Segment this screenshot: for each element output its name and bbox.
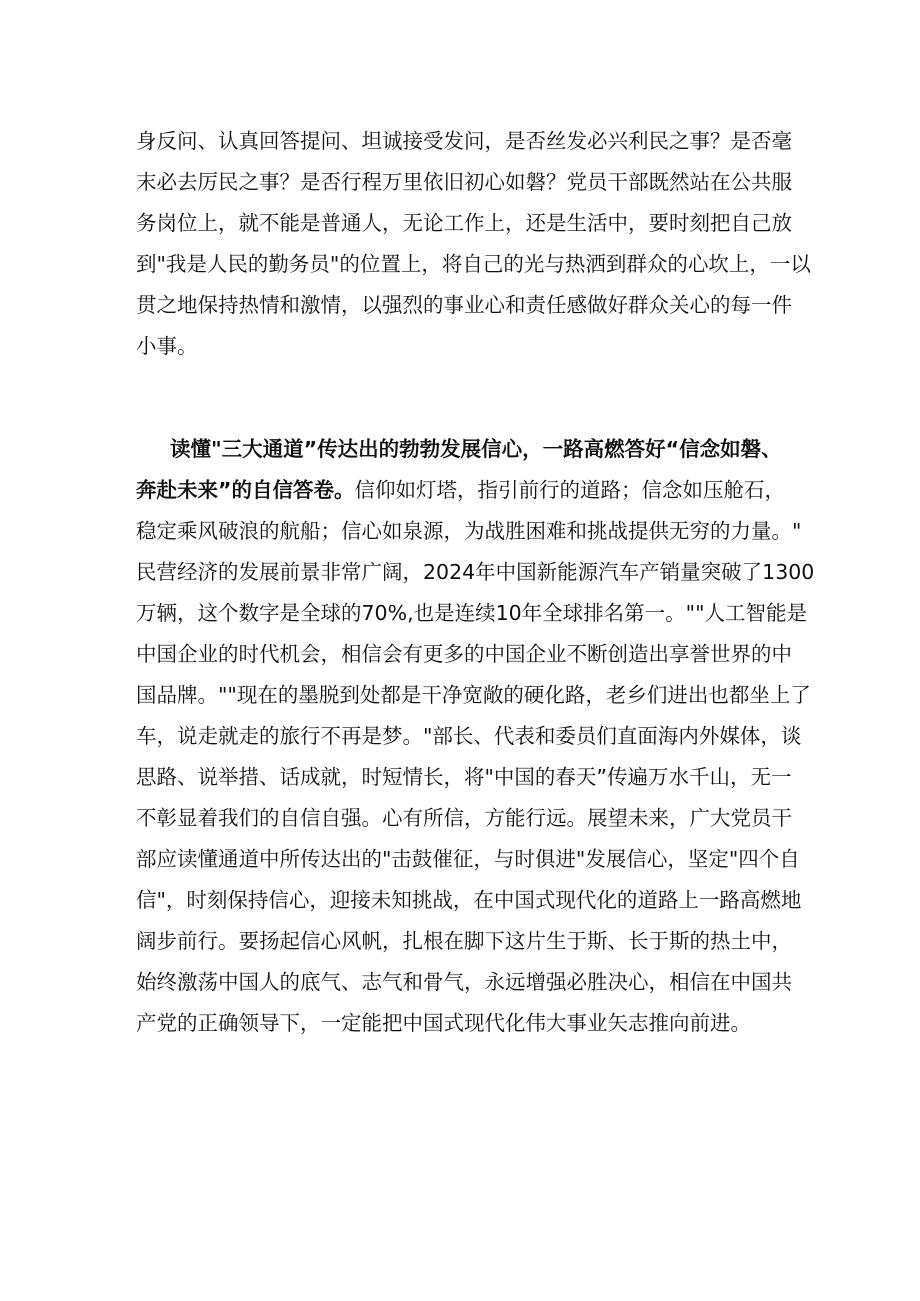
- text-line: 信"，时刻保持信心，迎接未知挑战，在中国式现代化的道路上一路高燃地: [136, 888, 802, 912]
- paragraph-1: [136, 121, 811, 367]
- text-line: 思路、说举措、话成就，时短情长，将"中国的春天”传遍万水千山，无一: [136, 765, 792, 789]
- text-line: 阔步前行。要扬起信心风帆，扎根在脚下这片生于斯、长于斯的热土中，: [136, 929, 792, 953]
- text-segment: 信仰如灯塔，指引前行的道路；信念如压舱石，: [354, 478, 785, 502]
- text-line: 始终激荡中国人的底气、志气和骨气，永远增强必胜决心，相信在中国共: [136, 970, 792, 994]
- text-line: 车，说走就走的旅行不再是梦。"部长、代表和委员们直面海内外媒体，谈: [136, 724, 802, 748]
- text-line: 小事。: [136, 334, 198, 358]
- paragraph-heading-end: 奔赴未来”的自信答卷。: [136, 478, 355, 502]
- text-line: 产党的正确领导下，一定能把中国式现代化伟大事业矢志推向前进。: [136, 1011, 751, 1035]
- text-line: 不彰显着我们的自信自强。心有所信，方能行远。展望未来，广大党员干: [136, 806, 792, 830]
- paragraph-2: [136, 429, 815, 1044]
- text-line: 万辆，这个数字是全球的70%,也是连续10年全球排名第一。""人工智能是: [136, 601, 808, 625]
- text-line: 身反问、认真回答提问、坦诚接受发问，是否丝发必兴利民之事？是否毫: [136, 129, 792, 153]
- text-line: 国品牌。""现在的墨脱到处都是干净宽敞的硬化路，老乡们进出也都坐上了: [136, 683, 811, 707]
- text-line: 部应读懂通道中所传达出的"击鼓催征，与时俱进"发展信心，坚定"四个自: [136, 847, 800, 871]
- text-line: 务岗位上，就不能是普通人，无论工作上，还是生活中，要时刻把自己放: [136, 211, 792, 235]
- paragraph-heading: 读懂"三大通道”传达出的勃勃发展信心，一路高燃答好“信念如磐、: [170, 437, 782, 461]
- text-line: 贯之地保持热情和激情，以强烈的事业心和责任感做好群众关心的每一件: [136, 293, 792, 317]
- text-line: 民营经济的发展前景非常广阔，2024年中国新能源汽车产销量突破了1300: [136, 560, 815, 584]
- text-line: [136, 470, 796, 511]
- text-line: 中国企业的时代机会，相信会有更多的中国企业不断创造出享誉世界的中: [136, 642, 792, 666]
- text-line: 到"我是人民的勤务员"的位置上，将自己的光与热洒到群众的心坎上，一以: [136, 252, 811, 276]
- text-line: 稳定乘风破浪的航船；信心如泉源，为战胜困难和挑战提供无穷的力量。": [136, 519, 802, 543]
- text-line: 末必去厉民之事？是否行程万里依旧初心如磐？党员干部既然站在公共服: [136, 170, 792, 194]
